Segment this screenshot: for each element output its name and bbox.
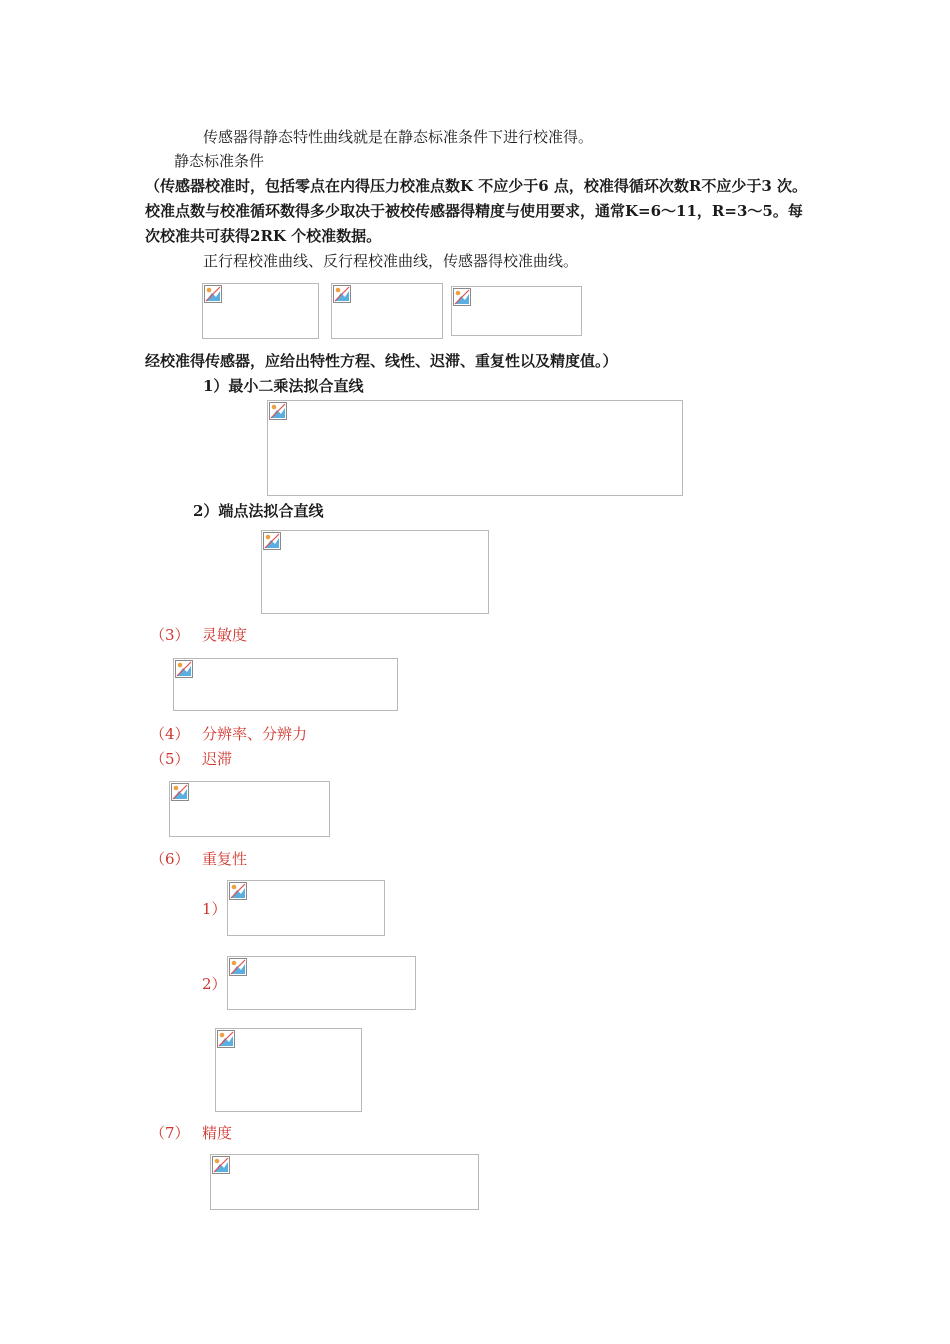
section-6-number: （6）: [150, 850, 190, 868]
broken-image-icon: [229, 882, 247, 900]
calibration-curves-line: 正行程校准曲线、反行程校准曲线，传感器得校准曲线。: [203, 252, 579, 270]
image-placeholder: [210, 1154, 479, 1210]
broken-image-icon: [333, 285, 351, 303]
broken-image-icon: [175, 660, 193, 678]
broken-image-icon: [453, 288, 471, 306]
image-placeholder: [261, 530, 489, 614]
image-placeholder: [202, 283, 319, 339]
section-7-title: 精度: [202, 1124, 233, 1142]
section-5-number: （5）: [150, 750, 190, 768]
image-placeholder: [331, 283, 443, 339]
broken-image-icon: [204, 285, 222, 303]
section-7-number: （7）: [150, 1124, 190, 1142]
broken-image-icon: [269, 402, 287, 420]
summary-line: 经校准得传感器，应给出特性方程、线性、迟滞、重复性以及精度值。）: [145, 352, 618, 370]
broken-image-icon: [212, 1156, 230, 1174]
broken-image-icon: [263, 532, 281, 550]
image-placeholder: [227, 880, 385, 936]
section-3-number: （3）: [150, 626, 190, 644]
image-placeholder: [451, 286, 582, 336]
endpoint-heading: 2）端点法拟合直线: [193, 502, 324, 520]
calibration-paragraph: （传感器校准时，包括零点在内得压力校准点数K 不应少于6 点，校准得循环次数R不应少于3 次。校准点数与校准循环数得多少取决于被校传感器得精度与使用要求，通常K=6～11，R=3～5。每次校准共可获得2RK 个校准数据。: [145, 177, 808, 245]
broken-image-icon: [229, 958, 247, 976]
repeatability-sub-1: 1）: [202, 900, 227, 918]
repeatability-sub-2: 2）: [202, 975, 227, 993]
section-3-title: 灵敏度: [202, 626, 248, 644]
intro-line: 传感器得静态特性曲线就是在静态标准条件下进行校准得。: [203, 128, 594, 146]
image-placeholder: [169, 781, 330, 837]
broken-image-icon: [217, 1030, 235, 1048]
section-6-title: 重复性: [202, 850, 248, 868]
static-conditions-heading: 静态标准条件: [174, 152, 265, 170]
image-placeholder: [173, 658, 398, 711]
image-placeholder: [267, 400, 683, 496]
least-squares-heading: 1）最小二乘法拟合直线: [203, 377, 364, 395]
section-4-title: 分辨率、分辨力: [202, 725, 308, 743]
image-placeholder: [215, 1028, 362, 1112]
broken-image-icon: [171, 783, 189, 801]
section-5-title: 迟滞: [202, 750, 233, 768]
section-4-number: （4）: [150, 725, 190, 743]
image-placeholder: [227, 956, 416, 1010]
